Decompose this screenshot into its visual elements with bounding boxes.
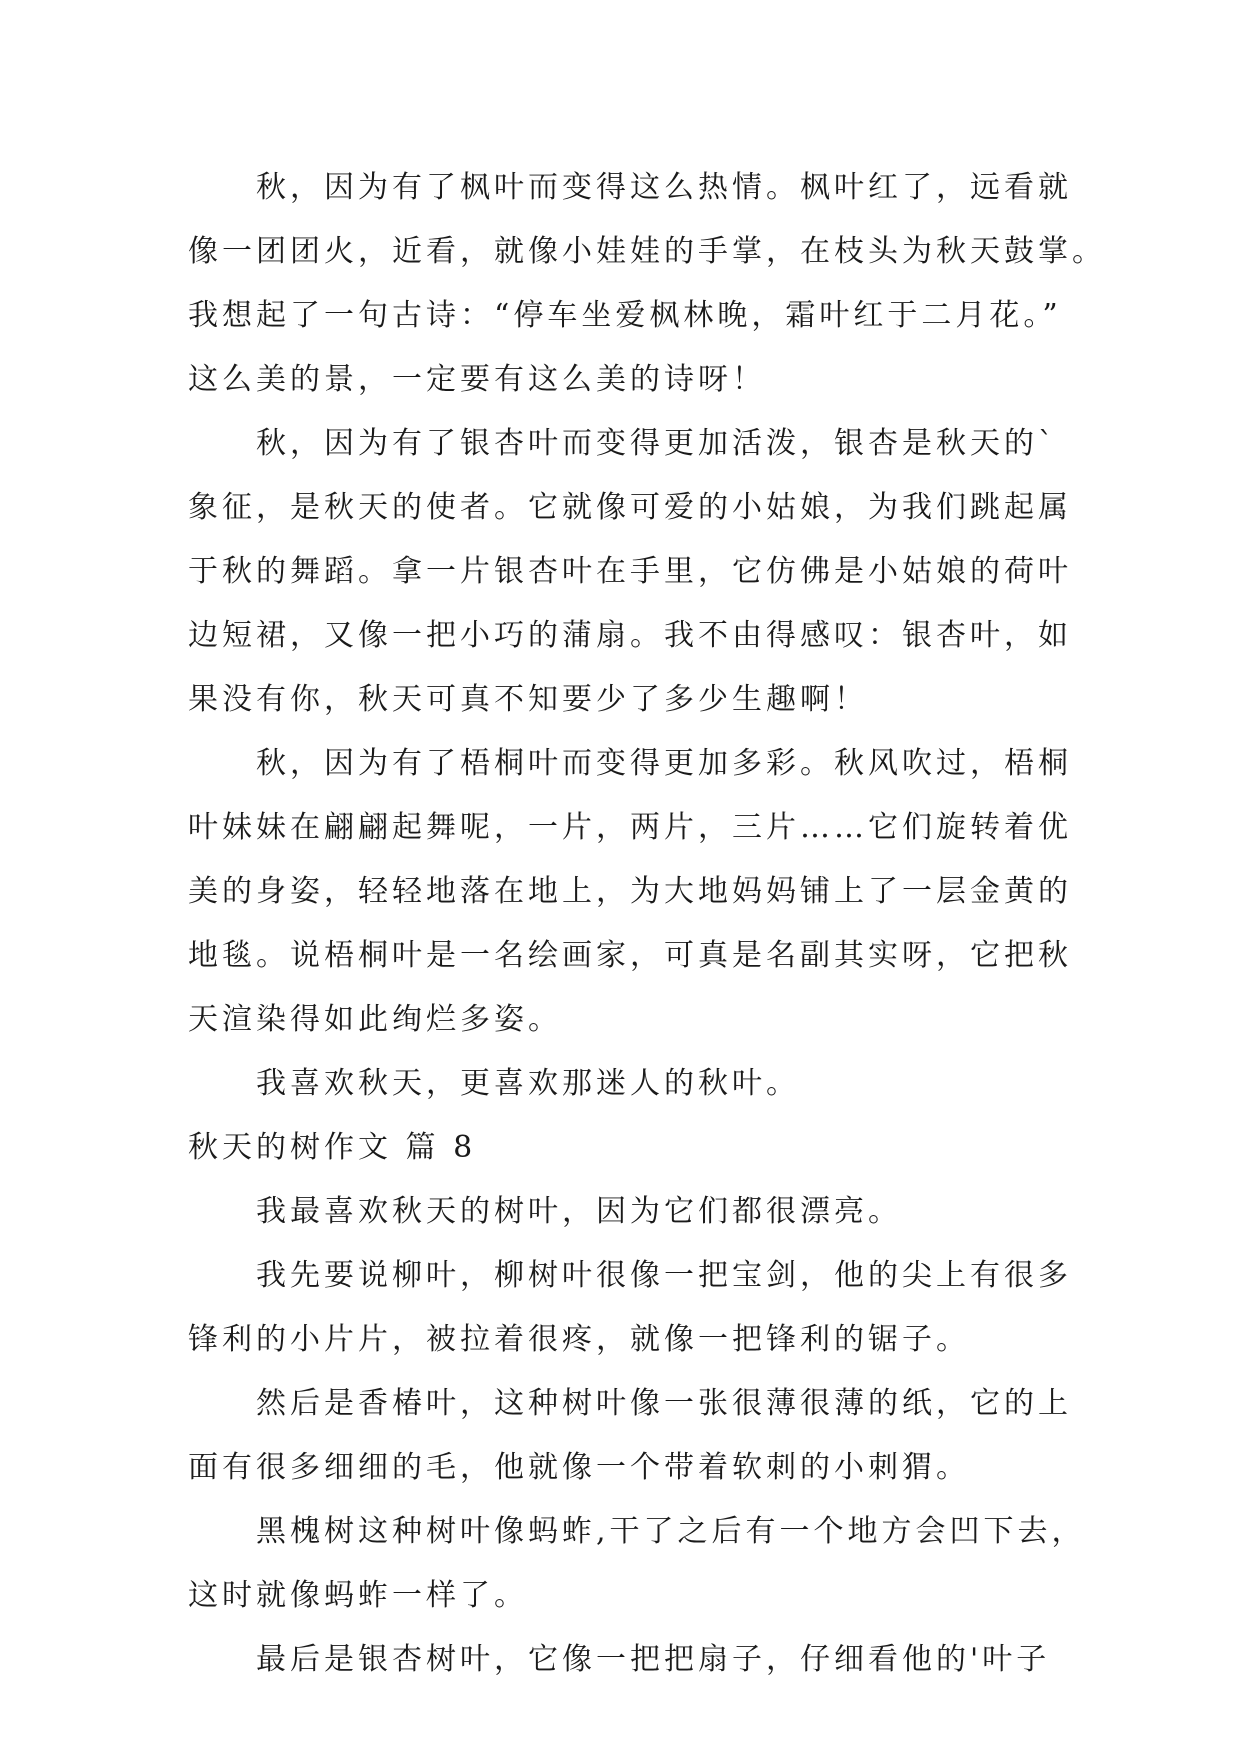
paragraph-line: 面有很多细细的毛，他就像一个带着软刺的小刺猬。 [188,1450,970,1485]
document-body [188,156,1106,1692]
paragraph-line: 于秋的舞蹈。拿一片银杏叶在手里，它仿佛是小姑娘的荷叶 [188,554,1072,589]
paragraph-line: 象征，是秋天的使者。它就像可爱的小姑娘，为我们跳起属 [188,490,1072,525]
paragraph-line: 叶妹妹在翩翩起舞呢，一片，两片，三片……它们旋转着优 [188,810,1072,845]
paragraph-line: 美的身姿，轻轻地落在地上，为大地妈妈铺上了一层金黄的 [188,874,1072,909]
paragraph-line: 这么美的景，一定要有这么美的诗呀！ [188,362,766,397]
paragraph-line: 天渲染得如此绚烂多姿。 [188,1002,562,1037]
paragraph-line: 边短裙，又像一把小巧的蒲扇。我不由得感叹：银杏叶，如 [188,618,1072,653]
paragraph-line: 锋利的小片片，被拉着很疼，就像一把锋利的锯子。 [188,1322,970,1357]
paragraph-line: 我最喜欢秋天的树叶，因为它们都很漂亮。 [256,1194,902,1229]
paragraph-line: 黑槐树这种树叶像蚂蚱,干了之后有一个地方会凹下去， [256,1514,1086,1549]
paragraph-line: 秋，因为有了梧桐叶而变得更加多彩。秋风吹过，梧桐 [256,746,1072,781]
paragraph-line: 秋，因为有了枫叶而变得这么热情。枫叶红了，远看就 [256,170,1072,205]
paragraph-line: 我先要说柳叶，柳树叶很像一把宝剑，他的尖上有很多 [256,1258,1072,1293]
paragraph-line: 最后是银杏树叶，它像一把把扇子，仔细看他的'叶子 [256,1642,1051,1677]
paragraph-line: 然后是香椿叶，这种树叶像一张很薄很薄的纸，它的上 [256,1386,1072,1421]
paragraph-line: 果没有你，秋天可真不知要少了多少生趣啊！ [188,682,868,717]
paragraph-line: 我喜欢秋天，更喜欢那迷人的秋叶。 [256,1066,800,1101]
paragraph-line: 地毯。说梧桐叶是一名绘画家，可真是名副其实呀，它把秋 [188,938,1072,973]
paragraph-line: 我想起了一句古诗：“停车坐爱枫林晚，霜叶红于二月花。” [188,298,1062,333]
section-heading: 秋天的树作文 篇 8 [188,1130,477,1165]
paragraph-line: 秋，因为有了银杏叶而变得更加活泼，银杏是秋天的` [256,426,1057,461]
paragraph-line: 这时就像蚂蚱一样了。 [188,1578,528,1613]
paragraph-line: 像一团团火，近看，就像小娃娃的手掌，在枝头为秋天鼓掌。 [188,234,1106,269]
